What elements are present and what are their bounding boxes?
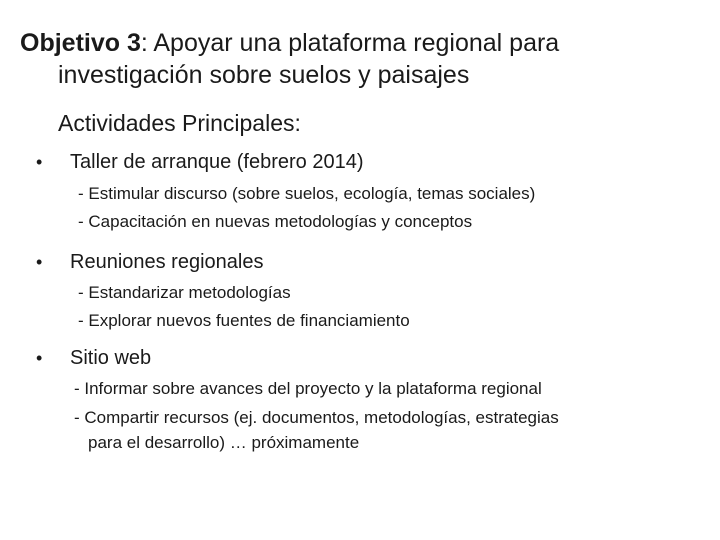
title-rest: : Apoyar una plataforma regional para (140, 29, 560, 57)
activities-heading: Actividades Principales: (58, 110, 301, 136)
sub-item: - Estandarizar metodologías (78, 283, 291, 302)
title-bold: Objetivo 3 (20, 29, 141, 57)
sub-item: - Estimular discurso (sobre suelos, ecología, temas sociales) (78, 184, 536, 203)
bullet-icon: • (36, 348, 43, 368)
bullet-text: Taller de arranque (febrero 2014) (70, 151, 364, 173)
bullet-icon: • (36, 152, 43, 172)
sub-item: - Informar sobre avances del proyecto y la plataforma regional (74, 379, 542, 398)
sub-item-continuation: para el desarrollo) … próximamente (88, 433, 360, 452)
bullet-text: Sitio web (70, 347, 152, 369)
sub-item: - Explorar nuevos fuentes de financiamiento (78, 311, 410, 330)
sub-item: - Compartir recursos (ej. documentos, metodologías, estrategias (74, 408, 559, 427)
slide-title (20, 28, 559, 58)
bullet-text: Reuniones regionales (70, 251, 264, 273)
bullet-icon: • (36, 252, 43, 272)
slide-title-line-2: investigación sobre suelos y paisajes (58, 61, 470, 89)
sub-item: - Capacitación en nuevas metodologías y conceptos (78, 212, 473, 231)
